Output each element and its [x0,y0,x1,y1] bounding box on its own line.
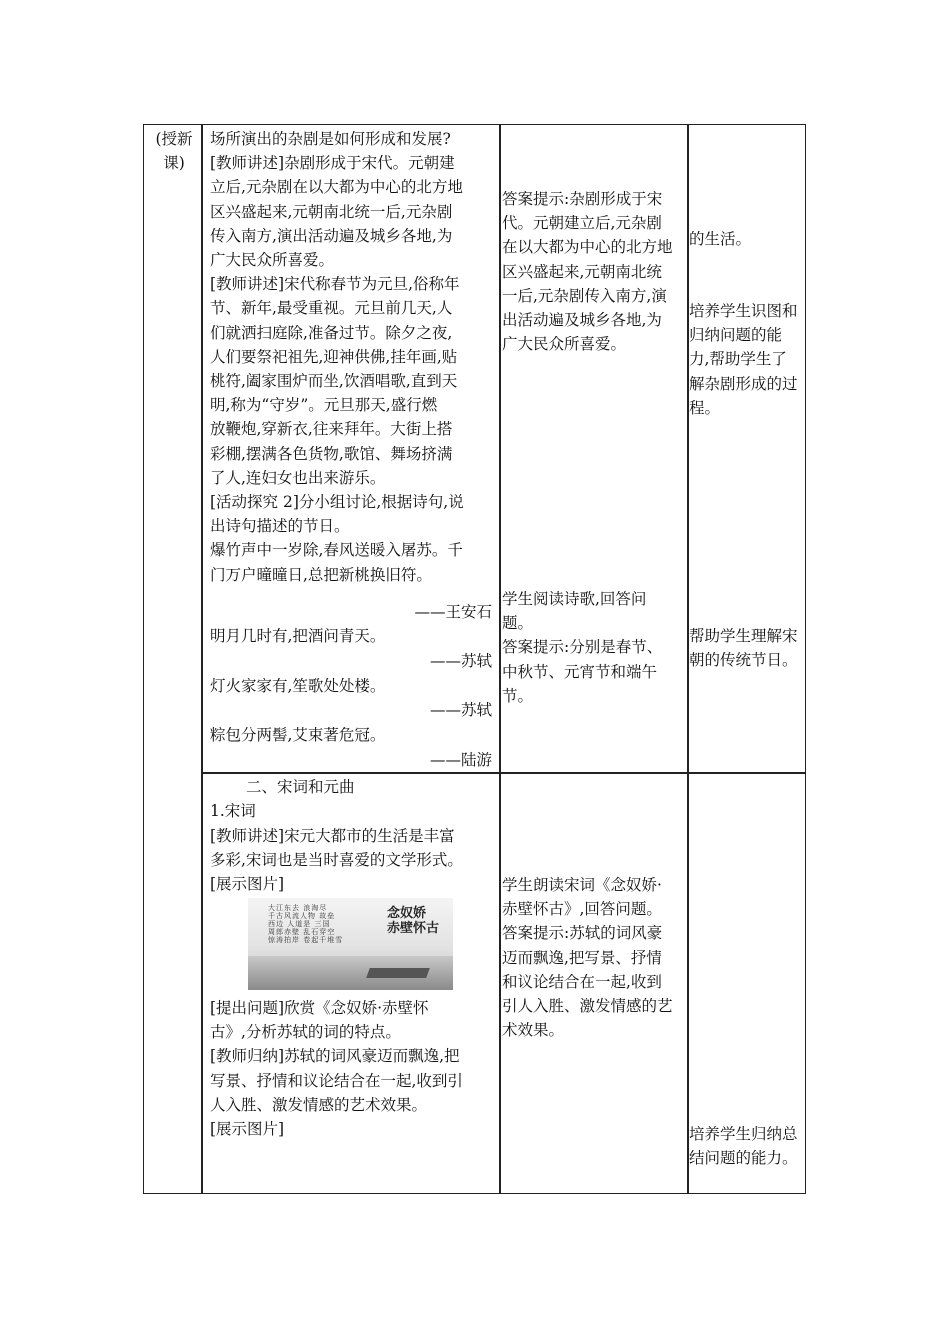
text-line: 门万户曈曈日,总把新桃换旧符。 [210,565,432,584]
calligraphy-text: 大江东去 浪淘尽 千古风流人物 故垒 西边 人道是 三国 周郎赤壁 乱石穿空 惊涛拍岸 卷起千堆雪 [268,904,344,944]
text-line: 培养学生识图和 [689,302,798,320]
text-line: 人们要祭祀祖先,迎神供佛,挂年画,贴 [210,347,458,366]
text-line: 迈而飘逸,把写景、抒情 [502,948,662,967]
row1-purpose-b [689,299,807,420]
text-line: 答案提示:苏轼的词风豪 [502,924,663,943]
nian-nu-jiao-image [248,898,453,990]
col-divider-2 [499,124,501,1194]
text-line: [教师归纳]苏轼的词风豪迈而飘逸,把 [210,1047,460,1066]
row1-student-answer-b [502,587,686,708]
text-line: 区兴盛起来,元朝南北统一后,元杂剧 [210,202,453,221]
section-heading: 二、宋词和元曲 [246,778,355,796]
text-line: [展示图片] [210,1120,285,1139]
row2-student-answer [502,873,686,1042]
text-line: 了人,连妇女也出来游乐。 [210,468,386,487]
text-line: 广大民众所喜爱。 [210,251,335,270]
text-line: 程。 [689,398,721,417]
text-line: 场所演出的杂剧是如何形成和发展? [210,130,451,148]
poem-line-4: 粽包分两髻,艾束著危冠。 [210,726,386,744]
text-line: 节。 [502,686,534,705]
text-line: 题。 [502,614,534,633]
text-line: 结问题的能力。 [689,1149,798,1168]
text-line: [教师讲述]宋代称春节为元旦,俗称年 [210,275,460,294]
row2-teaching-content-b [210,996,498,1141]
row1-purpose-a [689,227,807,251]
text-line: 学生朗读宋词《念奴娇· [502,876,662,894]
boat-decoration [366,968,430,978]
text-line: 代。元朝建立后,元杂剧 [502,214,662,233]
text-line: 爆竹声中一岁除,春风送暖入屠苏。千 [210,541,463,560]
col-divider-1 [201,124,203,1194]
text-line: 和议论结合在一起,收到 [502,972,662,991]
text-line: [教师讲述]宋元大都市的生活是丰富 [210,827,455,845]
text-line: 出活动遍及城乡各地,为 [502,311,662,330]
poem-line-3: 灯火家家有,笙歌处处楼。 [210,677,386,695]
row2-teaching-content-a [210,824,498,897]
text-line: [教师讲述]杂剧形成于宋代。元朝建 [210,154,455,173]
text-line: 桃符,阖家围炉而坐,饮酒唱歌,直到天 [210,372,458,391]
text-line: 赤壁怀古》,回答问题。 [502,900,662,919]
poem-sig-4: ——陆游 [429,751,492,769]
text-line: 学生阅读诗歌,回答问 [502,590,647,608]
text-line: 区兴盛起来,元朝南北统 [502,262,662,281]
section-subheading: 1.宋词 [210,802,256,820]
row-divider [201,772,806,774]
text-line: 广大民众所喜爱。 [502,335,627,354]
text-line: 人入胜、激发情感的艺术效果。 [210,1095,428,1114]
text-line: 多彩,宋词也是当时喜爱的文学形式。 [210,851,463,870]
poem-title-art: 念奴娇 赤壁怀古 [386,906,439,936]
text-line: 节、新年,最受重视。元旦前几天,人 [210,299,453,318]
text-line: 的生活。 [689,230,752,248]
text-line: 放鞭炮,穿新衣,往来拜年。大街上搭 [210,420,453,439]
text-line: 答案提示:杂剧形成于宋 [502,190,663,208]
text-line: 引人入胜、激发情感的艺 [502,997,673,1016]
text-line: 一后,元杂剧传入南方,演 [502,286,667,305]
text-line: 传入南方,演出活动遍及城乡各地,为 [210,226,453,245]
row1-purpose-c [689,624,807,672]
text-line: 归纳问题的能 [689,326,783,345]
row2-purpose [689,1122,807,1170]
text-line: 写景、抒情和议论结合在一起,收到引 [210,1071,463,1090]
text-line: 解杂剧形成的过 [689,374,798,393]
row1-student-answer-a [502,187,686,356]
text-line: 答案提示:分别是春节、 [502,638,663,657]
text-line: [提出问题]欣赏《念奴娇·赤壁怀 [210,999,429,1017]
text-line: 彩棚,摆满各色货物,歌馆、舞场挤满 [210,444,453,463]
text-line: 朝的传统节日。 [689,651,798,670]
text-line: 力,帮助学生了 [689,350,787,369]
text-line: 古》,分析苏轼的词的特点。 [210,1023,401,1042]
text-line: [展示图片] [210,875,285,894]
stage-label: (授新课) [155,130,193,172]
text-line: 培养学生归纳总 [689,1125,798,1143]
text-line: 在以大都为中心的北方地 [502,238,673,257]
poem-sig-1: ——王安石 [414,603,492,621]
text-line: 立后,元杂剧在以大都为中心的北方地 [210,178,463,197]
text-line: 中秋节、元宵节和端午 [502,662,658,681]
poem-sig-3: ——苏轼 [429,701,492,719]
poem-line-2: 明月几时有,把酒问青天。 [210,627,386,645]
poem-sig-2: ——苏轼 [429,652,492,670]
text-line: [活动探究 2]分小组讨论,根据诗句,说 [210,493,464,512]
text-line: 出诗句描述的节日。 [210,517,350,536]
row1-teaching-content [210,127,498,587]
text-line: 术效果。 [502,1021,565,1040]
text-line: 们就洒扫庭除,准备过节。除夕之夜, [210,323,453,342]
text-line: 明,称为“守岁”。元旦那天,盛行燃 [210,396,438,415]
text-line: 帮助学生理解宋 [689,627,798,645]
